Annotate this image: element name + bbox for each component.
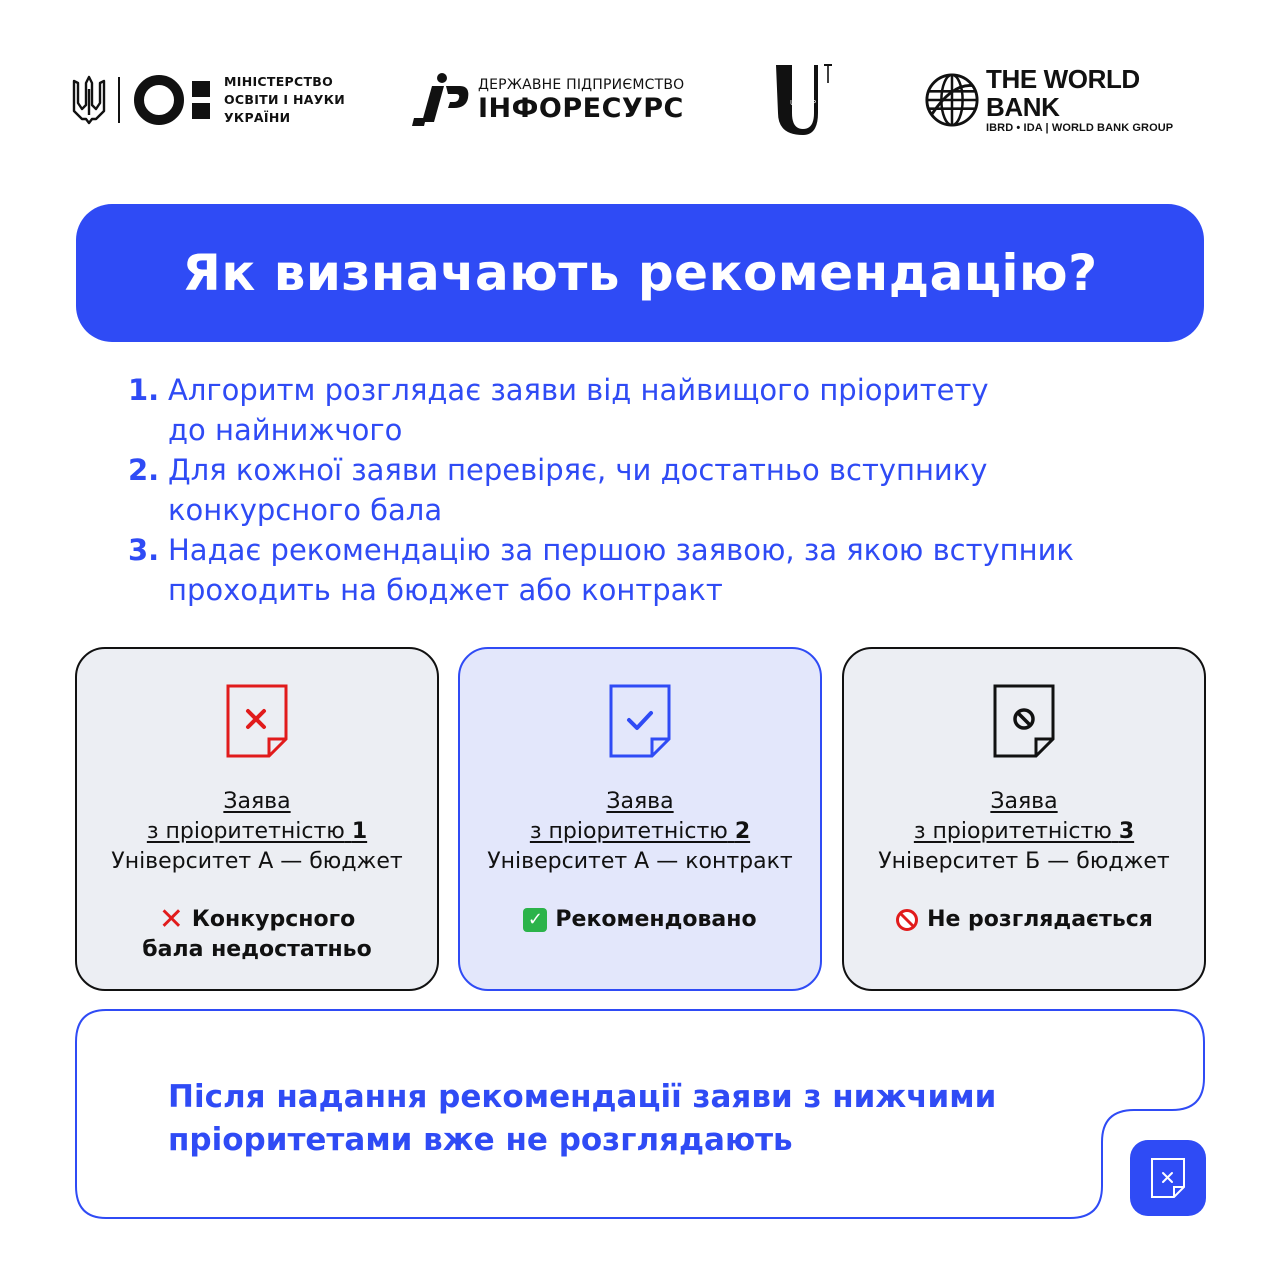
world-bank-logo	[924, 60, 1212, 140]
title-banner	[76, 204, 1204, 342]
application-card-priority-1	[75, 647, 439, 991]
step-text-line: Надає рекомендацію за першою заявою, за якою вступник	[168, 533, 1074, 567]
card-priority-number: 1	[351, 819, 368, 844]
card-status-line: бала недостатньо	[142, 937, 372, 962]
note-line: Після надання рекомендації заяви з нижчими	[168, 1079, 997, 1115]
inforesurs-title: ІНФОРЕСУРС	[478, 93, 684, 124]
ministry-name-line: МІНІСТЕРСТВО	[224, 74, 334, 89]
card-priority-number: 2	[734, 819, 751, 844]
logo-divider	[118, 77, 120, 123]
inforesurs-subtitle: ДЕРЖАВНЕ ПІДПРИЄМСТВО	[478, 77, 685, 93]
card-detail: Університет А — бюджет	[111, 849, 403, 874]
ministry-name-line: ОСВІТИ І НАУКИ	[224, 92, 345, 107]
card-status	[895, 905, 1153, 935]
cross-mark-icon: ✕	[158, 902, 184, 937]
steps-list	[128, 370, 1188, 610]
trident-icon	[72, 75, 106, 125]
card-priority-label: з пріоритетністю	[913, 819, 1112, 844]
document-cross-icon	[1150, 1157, 1186, 1199]
card-status-line: Рекомендовано	[555, 907, 757, 932]
corner-document-button[interactable]	[1130, 1140, 1206, 1216]
university-logo	[772, 60, 834, 140]
application-card-priority-3	[842, 647, 1206, 991]
ministry-logo	[72, 60, 345, 140]
university-u-icon	[772, 63, 834, 137]
document-cross-icon	[225, 683, 289, 759]
card-status	[142, 902, 372, 965]
step-text-line: проходить на бюджет або контракт	[168, 573, 723, 607]
document-check-icon	[608, 683, 672, 759]
step-text-line: Для кожної заяви перевіряє, чи достатньо вступнику	[168, 453, 988, 487]
page-title: Як визначають рекомендацію?	[182, 244, 1098, 302]
inforesurs-logo	[412, 60, 684, 140]
card-status-line: Не розглядається	[927, 907, 1153, 932]
card-detail: Університет Б — бюджет	[878, 849, 1170, 874]
world-bank-subtitle: IBRD • IDA | WORLD BANK GROUP	[985, 122, 1174, 134]
note-line: пріоритетами вже не розглядають	[168, 1122, 793, 1158]
step-text-line: Алгоритм розглядає заяви від найвищого пріоритету	[168, 373, 989, 407]
card-priority-number: 3	[1118, 819, 1135, 844]
check-mark-icon: ✓	[523, 908, 547, 932]
step-number: 2.	[128, 453, 160, 487]
ministry-mark-icon	[134, 75, 210, 125]
ministry-name-line: УКРАЇНИ	[224, 110, 291, 125]
card-priority-label: з пріоритетністю	[146, 819, 345, 844]
card-priority-label: з пріоритетністю	[529, 819, 728, 844]
step-item	[128, 370, 1188, 450]
logo-header	[72, 60, 1212, 140]
step-number: 1.	[128, 373, 160, 407]
note-text	[168, 1076, 1088, 1162]
world-bank-title: THE WORLD BANK	[985, 64, 1140, 122]
application-card-priority-2	[458, 647, 822, 991]
inforesurs-mark-icon	[412, 72, 470, 128]
card-status	[523, 905, 756, 935]
card-title: Заява	[990, 789, 1058, 814]
no-entry-icon	[895, 908, 919, 932]
step-text-line: до найнижчого	[168, 413, 403, 447]
step-text-line: конкурсного бала	[168, 493, 443, 527]
step-item	[128, 530, 1188, 610]
step-number: 3.	[128, 533, 160, 567]
document-ban-icon	[992, 683, 1056, 759]
card-title: Заява	[606, 789, 674, 814]
ministry-name	[224, 73, 345, 127]
card-status-line: Конкурсного	[191, 907, 356, 932]
university-letters: UIHERP	[790, 99, 816, 107]
globe-icon	[924, 71, 980, 129]
card-title: Заява	[223, 789, 291, 814]
card-detail: Університет А — контракт	[487, 849, 793, 874]
step-item	[128, 450, 1188, 530]
